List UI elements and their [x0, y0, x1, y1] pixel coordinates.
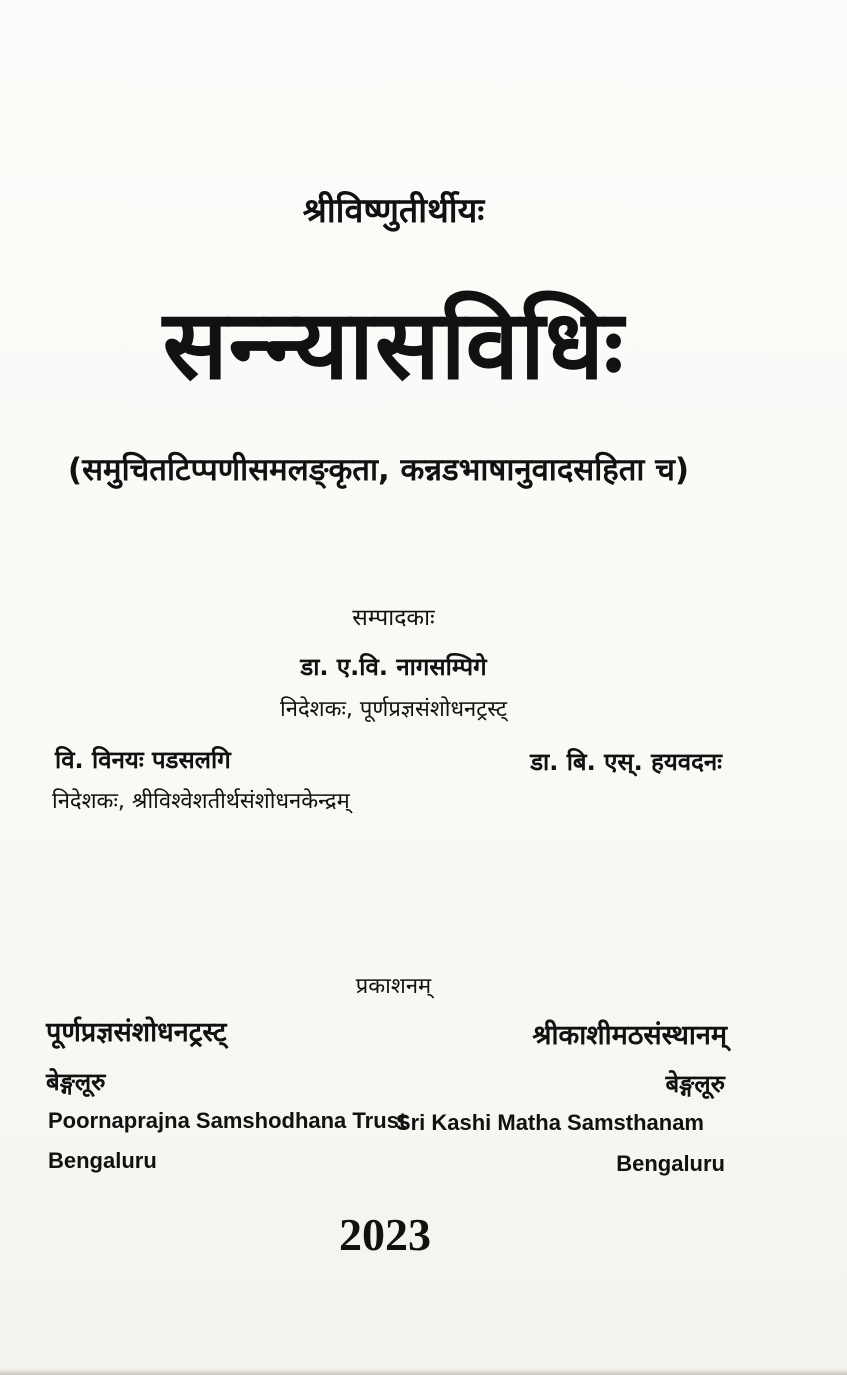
subtitle: (समुचितटिप्पणीसमलङ्कृता, कन्नडभाषानुवादसहिता च) [67, 452, 690, 488]
editors-heading: सम्पादकाः [352, 605, 435, 631]
publisher-right-name-devanagari: श्रीकाशीमठसंस्थानम् [532, 1020, 727, 1051]
page-bottom-edge [0, 1369, 847, 1375]
publisher-right-city-english: Bengaluru [616, 1151, 725, 1176]
publisher-left-city-english: Bengaluru [48, 1148, 157, 1173]
publisher-right-name-english: Sri Kashi Matha Samsthanam [395, 1110, 704, 1135]
editor-left-name: वि. विनयः पडसलगि [55, 746, 231, 774]
publisher-heading: प्रकाशनम् [355, 974, 432, 999]
main-title: सन्न्यासविधिः [162, 289, 625, 401]
editor-right-name: डा. बि. एस्. हयवदनः [530, 748, 722, 776]
publisher-right-city-devanagari: बेङ्गलूरु [665, 1070, 725, 1098]
editor-left-role: निदेशकः, श्रीविश्वेशतीर्थसंशोधनकेन्द्रम् [52, 789, 350, 814]
publication-year: 2023 [339, 1209, 431, 1260]
editor-main-role: निदेशकः, पूर्णप्रज्ञसंशोधनट्रस्ट् [280, 697, 507, 722]
editor-main-name: डा. ए.वि. नागसम्पिगे [300, 653, 487, 681]
author-line: श्रीविष्णुतीर्थीयः [302, 191, 485, 231]
publisher-left-name-english: Poornaprajna Samshodhana Trust [48, 1108, 407, 1133]
publisher-left-city-devanagari: बेङ्गलूरु [46, 1068, 106, 1096]
publisher-left-name-devanagari: पूर्णप्रज्ञसंशोधनट्रस्ट् [46, 1017, 227, 1048]
